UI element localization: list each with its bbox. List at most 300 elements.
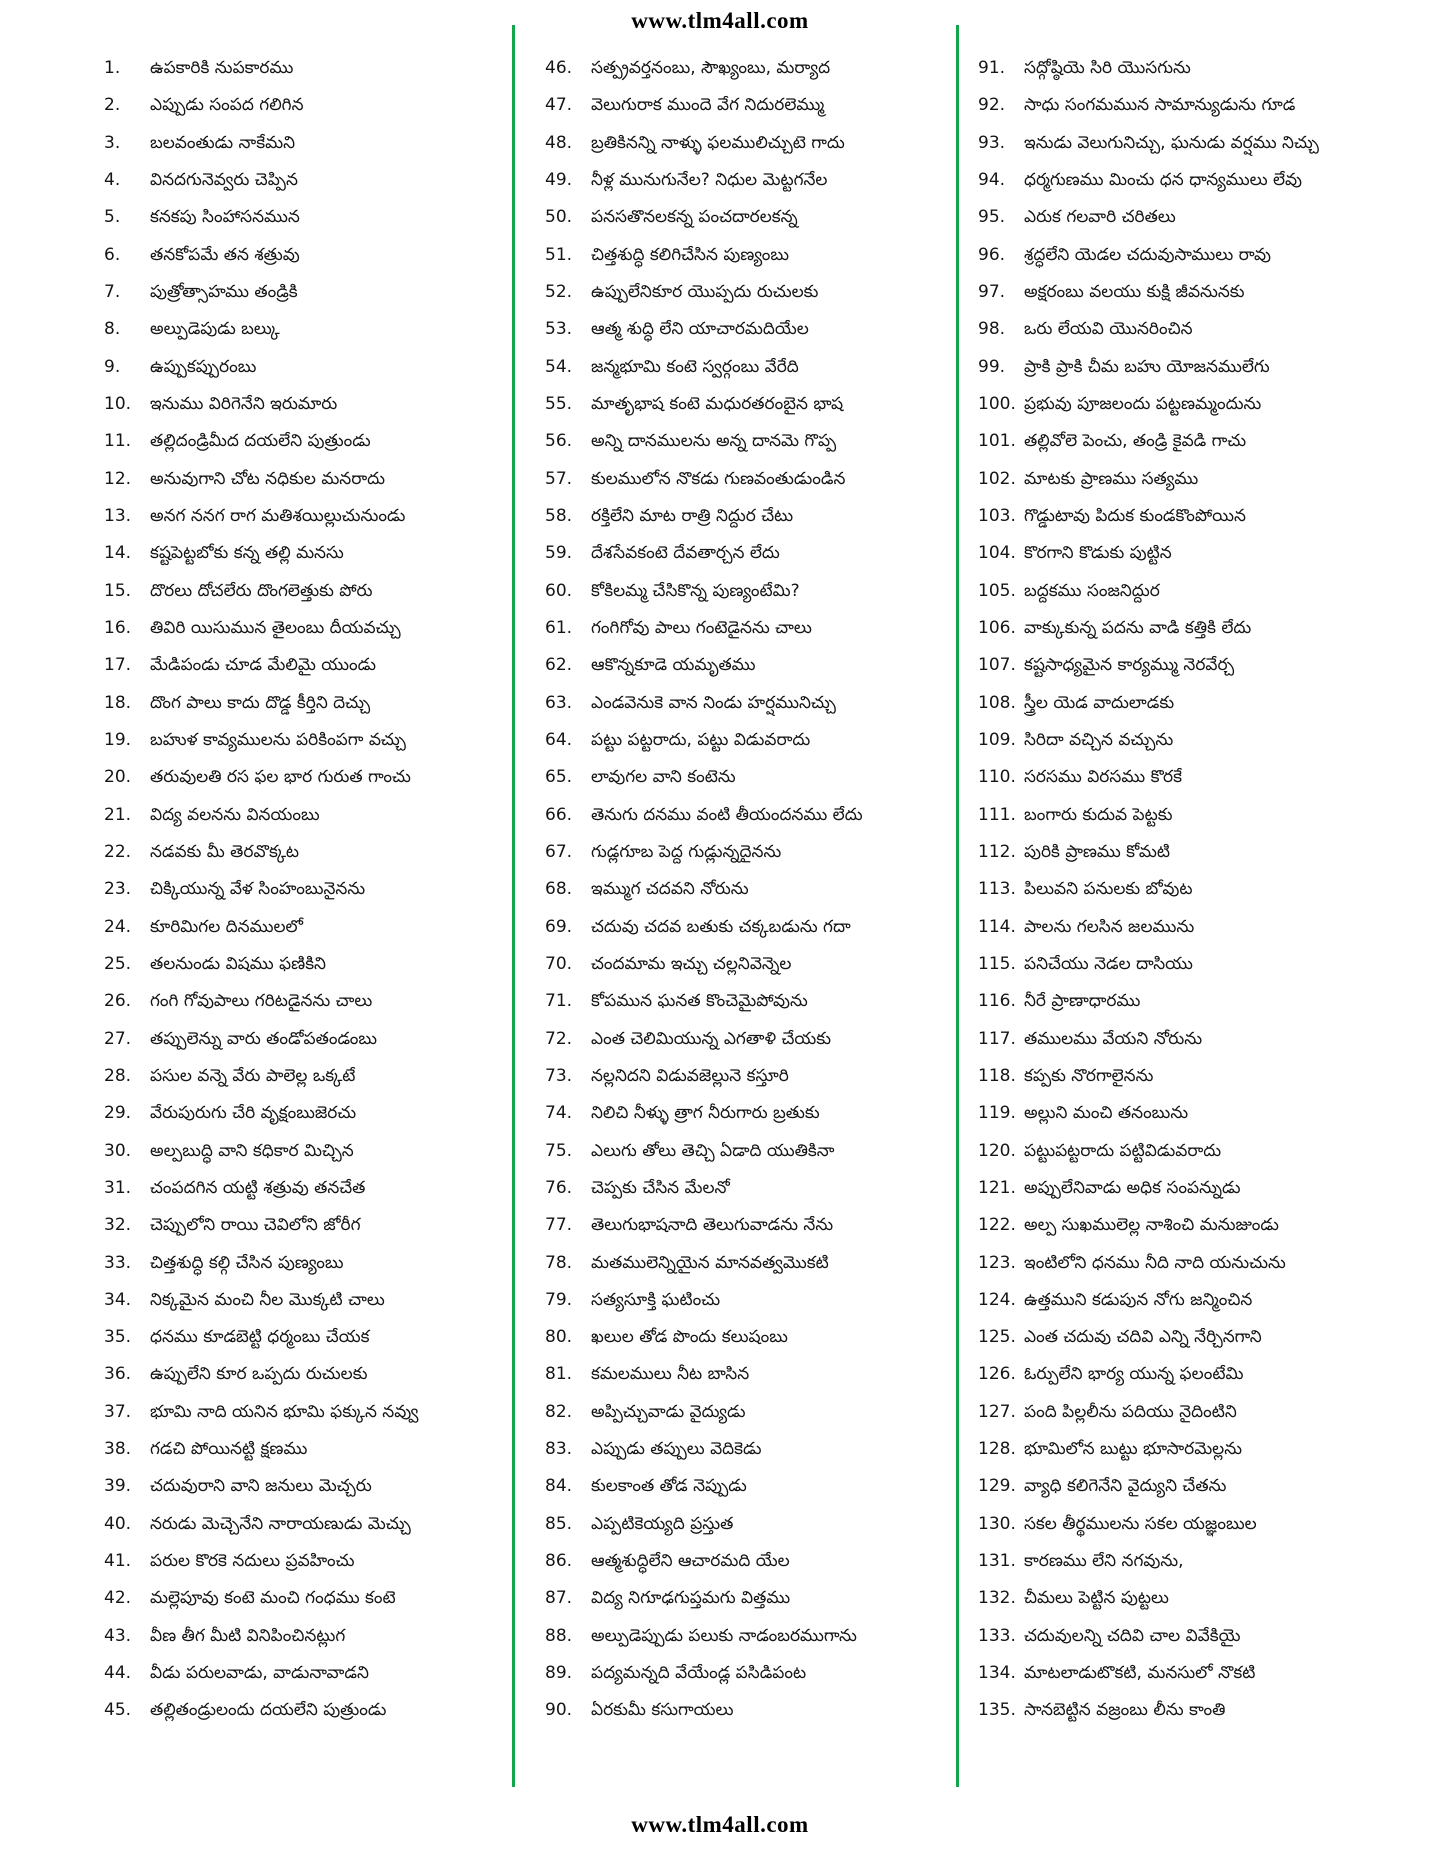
item-number: 67.: [545, 841, 573, 862]
item-text: అల్పబుద్ధి వాని కధికార మిచ్చిన: [150, 1140, 354, 1161]
item-text: వ్యాధి కలిగెనేని వైద్యుని చేతను: [1024, 1476, 1227, 1497]
list-item: [104, 653, 418, 690]
column-divider-right: [956, 25, 959, 1787]
list-item: [104, 467, 418, 504]
item-text: చిత్తశుద్ధి కల్గి చేసిన పుణ్యంబు: [150, 1252, 344, 1273]
list-item: [104, 989, 418, 1026]
list-item: [545, 1325, 863, 1362]
item-number: 110.: [978, 767, 1016, 788]
item-number: 102.: [978, 468, 1016, 489]
item-text: అప్పులేనివాడు అధిక సంపన్నుడు: [1024, 1177, 1241, 1198]
list-item: [104, 168, 418, 205]
list-item: [104, 280, 418, 317]
item-number: 62.: [545, 655, 573, 676]
item-number: 64.: [545, 729, 573, 750]
item-text: ఆకొన్నకూడె యమృతము: [591, 655, 756, 676]
list-item: [545, 205, 863, 242]
item-text: పనసతొనలకన్న పంచదారలకన్న: [591, 207, 798, 228]
list-item: [978, 616, 1319, 653]
item-text: తనకోపమే తన శత్రువు: [150, 244, 300, 265]
proverb-column-3: [978, 56, 1319, 1736]
list-item: [545, 131, 863, 168]
list-item: [104, 541, 418, 578]
list-item: [104, 915, 418, 952]
list-item: [978, 168, 1319, 205]
item-number: 106.: [978, 617, 1016, 638]
item-number: 31.: [104, 1177, 132, 1198]
list-item: [545, 1213, 863, 1250]
item-number: 113.: [978, 879, 1016, 900]
item-text: మాటకు ప్రాణము సత్యము: [1024, 468, 1199, 489]
item-number: 53.: [545, 319, 573, 340]
item-number: 12.: [104, 468, 132, 489]
list-item: [545, 56, 863, 93]
item-number: 6.: [104, 244, 121, 265]
item-text: కష్టసాధ్యమైన కార్యమ్ము నెరవేర్చ: [1024, 655, 1235, 676]
item-text: స్త్రీల యెడ వాదులాడకు: [1024, 692, 1175, 713]
item-text: జన్మభూమి కంటె స్వర్గంబు వేరేది: [591, 356, 799, 377]
item-text: నీరే ప్రాణాధారము: [1024, 991, 1141, 1012]
list-item: [104, 765, 418, 802]
item-number: 28.: [104, 1065, 132, 1086]
list-item: [545, 765, 863, 802]
item-number: 125.: [978, 1327, 1016, 1348]
list-item: [978, 653, 1319, 690]
list-item: [545, 1251, 863, 1288]
list-item: [545, 579, 863, 616]
item-text: చిక్కియున్న వేళ సింహంబునైనను: [150, 879, 366, 900]
item-text: ఆత్మశుద్ధిలేని ఆచారమది యేల: [591, 1551, 790, 1572]
list-item: [978, 579, 1319, 616]
item-text: చందమామ ఇచ్చు చల్లనివెన్నెల: [591, 953, 792, 974]
item-number: 42.: [104, 1588, 132, 1609]
item-text: అల్లుని మంచి తనంబును: [1024, 1103, 1189, 1124]
item-number: 83.: [545, 1439, 573, 1460]
list-item: [978, 1176, 1319, 1213]
list-item: [978, 205, 1319, 242]
item-text: ఎండవెనుకె వాన నిండు హర్షమునిచ్చు: [591, 692, 836, 713]
item-text: వేరుపురుగు చేరి వృక్షంబుజెరచు: [150, 1103, 357, 1124]
list-item: [104, 429, 418, 466]
item-text: గంగిగోవు పాలు గంటెడైనను చాలు: [591, 617, 812, 638]
list-item: [978, 952, 1319, 989]
item-text: తలనుండు విషము ఫణికిని: [150, 953, 326, 974]
list-item: [545, 1064, 863, 1101]
list-item: [104, 1661, 418, 1698]
list-item: [545, 467, 863, 504]
item-text: తెనుగు దనము వంటి తీయందనము లేదు: [591, 804, 863, 825]
item-text: ప్రాకి ప్రాకి చీమ బహు యోజనములేగు: [1024, 356, 1270, 377]
item-text: ఎప్పుడు సంపద గలిగిన: [150, 95, 304, 116]
list-item: [545, 541, 863, 578]
item-number: 66.: [545, 804, 573, 825]
item-number: 4.: [104, 169, 121, 190]
list-item: [104, 504, 418, 541]
item-number: 22.: [104, 841, 132, 862]
item-text: సానబెట్టిన వజ్రంబు లీను కాంతి: [1024, 1700, 1226, 1721]
item-number: 91.: [978, 58, 1006, 78]
item-text: తములము వేయని నోరును: [1024, 1028, 1203, 1049]
list-item: [545, 877, 863, 914]
item-number: 117.: [978, 1028, 1016, 1049]
item-text: బలవంతుడు నాకేమని: [150, 132, 296, 153]
item-number: 74.: [545, 1103, 573, 1124]
item-number: 48.: [545, 132, 573, 153]
list-item: [104, 1213, 418, 1250]
list-item: [104, 877, 418, 914]
item-text: దొరలు దోచలేరు దొంగలెత్తుకు పోరు: [150, 580, 373, 601]
item-text: ఎప్పటికెయ్యది ప్రస్తుత: [591, 1513, 734, 1534]
list-item: [104, 1176, 418, 1213]
item-number: 39.: [104, 1476, 132, 1497]
item-text: కోకిలమ్మ చేసికొన్న పుణ్యంటేమి?: [591, 580, 800, 601]
item-text: చంపదగిన యట్టి శత్రువు తనచేత: [150, 1177, 366, 1198]
item-number: 3.: [104, 132, 121, 153]
item-number: 108.: [978, 692, 1016, 713]
list-item: [978, 131, 1319, 168]
item-number: 133.: [978, 1625, 1016, 1646]
item-number: 30.: [104, 1140, 132, 1161]
item-text: ఏరకుమీ కసుగాయలు: [591, 1700, 734, 1721]
item-number: 111.: [978, 804, 1016, 825]
item-number: 116.: [978, 991, 1016, 1012]
item-number: 86.: [545, 1551, 573, 1572]
list-item: [104, 205, 418, 242]
item-number: 107.: [978, 655, 1016, 676]
item-text: మేడిపండు చూడ మేలిమై యుండు: [150, 655, 377, 676]
item-number: 60.: [545, 580, 573, 601]
item-text: ఎంత చెలిమియున్న ఎగతాళి చేయకు: [591, 1028, 832, 1049]
list-item: [978, 429, 1319, 466]
item-number: 69.: [545, 916, 573, 937]
list-item: [978, 1251, 1319, 1288]
item-text: సత్ప్రవర్తనంబు, సౌఖ్యంబు, మర్యాద: [591, 58, 831, 78]
list-item: [104, 1512, 418, 1549]
list-item: [104, 1288, 418, 1325]
list-item: [978, 1325, 1319, 1362]
item-number: 75.: [545, 1140, 573, 1161]
list-item: [978, 355, 1319, 392]
list-item: [978, 280, 1319, 317]
item-text: సద్గోష్ఠియె సిరి యొసగును: [1024, 58, 1191, 78]
item-number: 119.: [978, 1103, 1016, 1124]
item-text: పసుల వన్నె వేరు పాలెల్ల ఒక్కటే: [150, 1065, 356, 1086]
item-text: తల్లితండ్రులందు దయలేని పుత్రుండు: [150, 1700, 387, 1721]
list-item: [545, 504, 863, 541]
item-text: కనకపు సింహాసనమున: [150, 207, 300, 228]
item-number: 27.: [104, 1028, 132, 1049]
item-text: ఇమ్ముగ చదవని నోరును: [591, 879, 749, 900]
item-text: చీమలు పెట్టిన పుట్టలు: [1024, 1588, 1169, 1609]
list-item: [104, 93, 418, 130]
list-item: [545, 392, 863, 429]
list-item: [545, 280, 863, 317]
item-text: కప్పకు నొరగాలైనను: [1024, 1065, 1154, 1086]
item-text: కులకాంత తోడ నెప్పుడు: [591, 1476, 747, 1497]
list-item: [545, 1362, 863, 1399]
list-item: [978, 765, 1319, 802]
list-item: [104, 1325, 418, 1362]
item-text: ఒరు లేయవి యొనరించిన: [1024, 319, 1193, 340]
list-item: [104, 728, 418, 765]
item-text: వీడు పరులవాడు, వాడునావాడని: [150, 1663, 369, 1684]
item-number: 84.: [545, 1476, 573, 1497]
item-number: 36.: [104, 1364, 132, 1385]
item-number: 132.: [978, 1588, 1016, 1609]
item-number: 45.: [104, 1700, 132, 1721]
item-text: వాక్కుకున్న పదను వాడి కత్తికి లేదు: [1024, 617, 1252, 638]
item-number: 52.: [545, 281, 573, 302]
item-number: 68.: [545, 879, 573, 900]
item-text: పద్యమన్నది వేయేండ్ల పసిడిపంట: [591, 1663, 807, 1684]
item-number: 23.: [104, 879, 132, 900]
item-text: ఉత్తముని కడుపున నోగు జన్మించిన: [1024, 1289, 1253, 1310]
item-number: 59.: [545, 543, 573, 564]
item-number: 76.: [545, 1177, 573, 1198]
list-item: [978, 1624, 1319, 1661]
list-item: [978, 1474, 1319, 1511]
list-item: [545, 915, 863, 952]
item-number: 79.: [545, 1289, 573, 1310]
item-text: కోపమున ఘనత కొంచెమైపోవును: [591, 991, 808, 1012]
list-item: [104, 1437, 418, 1474]
list-item: [545, 653, 863, 690]
item-number: 35.: [104, 1327, 132, 1348]
item-text: పుత్రోత్సాహము తండ్రికి: [150, 281, 298, 302]
item-number: 101.: [978, 431, 1016, 452]
item-text: పిలువని పనులకు బోవుట: [1024, 879, 1193, 900]
list-item: [978, 392, 1319, 429]
list-item: [104, 1549, 418, 1586]
item-number: 105.: [978, 580, 1016, 601]
item-text: దేశసేవకంటె దేవతార్చన లేదు: [591, 543, 780, 564]
list-item: [978, 1661, 1319, 1698]
list-item: [978, 915, 1319, 952]
item-text: పట్టుపట్టరాదు పట్టివిడువరాదు: [1024, 1140, 1222, 1161]
list-item: [978, 989, 1319, 1026]
item-number: 33.: [104, 1252, 132, 1273]
item-number: 96.: [978, 244, 1006, 265]
list-item: [545, 1400, 863, 1437]
item-text: ఇనుడు వెలుగునిచ్చు, ఘనుడు వర్షము నిచ్చు: [1024, 132, 1319, 153]
item-number: 103.: [978, 505, 1016, 526]
item-number: 109.: [978, 729, 1016, 750]
item-number: 25.: [104, 953, 132, 974]
item-text: ఎలుగు తోలు తెచ్చి ఏడాది యుతికినా: [591, 1140, 835, 1161]
list-item: [545, 1512, 863, 1549]
item-number: 17.: [104, 655, 132, 676]
item-number: 85.: [545, 1513, 573, 1534]
list-item: [545, 1474, 863, 1511]
item-text: మల్లెపూవు కంటె మంచి గంధము కంటె: [150, 1588, 396, 1609]
item-number: 63.: [545, 692, 573, 713]
item-number: 80.: [545, 1327, 573, 1348]
list-item: [545, 93, 863, 130]
list-item: [545, 1176, 863, 1213]
item-text: పురికి ప్రాణము కోమటి: [1024, 841, 1170, 862]
item-text: పాలను గలసిన జలమును: [1024, 916, 1195, 937]
item-text: కులములోన నొకడు గుణవంతుడుండిన: [591, 468, 846, 489]
item-number: 124.: [978, 1289, 1016, 1310]
list-item: [545, 616, 863, 653]
site-footer-text: www.tlm4all.com: [631, 1812, 809, 1837]
list-item: [978, 1101, 1319, 1138]
list-item: [978, 541, 1319, 578]
item-text: పనిచేయు నెడల దాసియు: [1024, 953, 1193, 974]
item-number: 1.: [104, 58, 121, 78]
item-text: ప్రభువు పూజలందు పట్టణమ్మందును: [1024, 393, 1262, 414]
item-text: లావుగల వాని కంటెను: [591, 767, 736, 788]
item-number: 37.: [104, 1401, 132, 1422]
item-number: 65.: [545, 767, 573, 788]
item-text: కూరిమిగల దినములలో: [150, 916, 304, 937]
item-text: తల్లిదండ్రిమీద దయలేని పుత్రుండు: [150, 431, 371, 452]
item-text: తప్పులెన్ను వారు తండోపతండంబు: [150, 1028, 378, 1049]
item-number: 51.: [545, 244, 573, 265]
list-item: [104, 1474, 418, 1511]
list-item: [545, 840, 863, 877]
item-text: చెప్పకు చేసిన మేలనో: [591, 1177, 730, 1198]
item-number: 87.: [545, 1588, 573, 1609]
item-number: 114.: [978, 916, 1016, 937]
item-text: బహుళ కావ్యములను పరికింపగా వచ్చు: [150, 729, 406, 750]
list-item: [545, 317, 863, 354]
list-item: [104, 1400, 418, 1437]
list-item: [104, 616, 418, 653]
list-item: [978, 1586, 1319, 1623]
item-number: 44.: [104, 1663, 132, 1684]
item-number: 122.: [978, 1215, 1016, 1236]
item-number: 120.: [978, 1140, 1016, 1161]
item-text: నడవకు మీ తెరవొక్కట: [150, 841, 300, 862]
list-item: [545, 243, 863, 280]
item-number: 128.: [978, 1439, 1016, 1460]
item-text: కొరగాని కొడుకు పుట్టిన: [1024, 543, 1172, 564]
item-text: కమలములు నీట బాసిన: [591, 1364, 750, 1385]
list-item: [545, 1139, 863, 1176]
item-text: నిక్కమైన మంచి నీల మొక్కటి చాలు: [150, 1289, 385, 1310]
list-item: [978, 728, 1319, 765]
item-number: 98.: [978, 319, 1006, 340]
list-item: [104, 691, 418, 728]
item-number: 55.: [545, 393, 573, 414]
item-text: ఆత్మ శుద్ధి లేని యాచారమదియేల: [591, 319, 809, 340]
item-number: 8.: [104, 319, 121, 340]
item-number: 10.: [104, 393, 132, 414]
item-number: 32.: [104, 1215, 132, 1236]
item-text: ఇనుము విరిగెనేని ఇరుమారు: [150, 393, 338, 414]
item-text: కారణము లేని నగవును,: [1024, 1551, 1184, 1572]
item-number: 82.: [545, 1401, 573, 1422]
list-item: [978, 691, 1319, 728]
list-item: [545, 1549, 863, 1586]
list-item: [545, 1101, 863, 1138]
item-text: నల్లనిదని విడువజెల్లునె కస్తూరి: [591, 1065, 789, 1086]
item-text: చెప్పులోని రాయి చెవిలోని జోరీగ: [150, 1215, 361, 1236]
item-text: కష్టపెట్టబోకు కన్న తల్లి మనసు: [150, 543, 344, 564]
item-text: భూమి నాది యనిన భూమి ఫక్కున నవ్వు: [150, 1401, 419, 1422]
item-text: మాతృభాష కంటె మధురతరంబైన భాష: [591, 393, 844, 414]
list-item: [545, 1698, 863, 1735]
item-number: 34.: [104, 1289, 132, 1310]
item-number: 123.: [978, 1252, 1016, 1273]
item-text: అల్ప సుఖములెల్ల నాశించి మనుజుండు: [1024, 1215, 1279, 1236]
item-number: 56.: [545, 431, 573, 452]
item-text: అప్పిచ్చువాడు వైద్యుడు: [591, 1401, 746, 1422]
list-item: [978, 1027, 1319, 1064]
item-text: సాధు సంగమమున సామాన్యుడును గూడ: [1024, 95, 1296, 116]
list-item: [545, 168, 863, 205]
item-number: 40.: [104, 1513, 132, 1534]
item-text: ఉప్పుకప్పురంబు: [150, 356, 257, 377]
site-header-text: www.tlm4all.com: [631, 8, 809, 33]
item-number: 129.: [978, 1476, 1016, 1497]
list-item: [545, 1624, 863, 1661]
item-number: 90.: [545, 1700, 573, 1721]
list-item: [104, 392, 418, 429]
item-text: ధర్మగుణము మించు ధన ధాన్యములు లేవు: [1024, 169, 1303, 190]
item-text: అల్పుడెపుడు బల్కు: [150, 319, 280, 340]
item-text: విద్య నిగూఢగుప్తమగు విత్తము: [591, 1588, 791, 1609]
item-text: విద్య వలనను వినయంబు: [150, 804, 320, 825]
list-item: [545, 952, 863, 989]
item-number: 78.: [545, 1252, 573, 1273]
item-number: 71.: [545, 991, 573, 1012]
item-text: పంది పిల్లలీను పదియు నైదింటిని: [1024, 1401, 1237, 1422]
item-number: 130.: [978, 1513, 1016, 1534]
list-item: [104, 952, 418, 989]
item-text: పట్టు పట్టరాదు, పట్టు విడువరాదు: [591, 729, 811, 750]
list-item: [978, 1362, 1319, 1399]
list-item: [978, 1698, 1319, 1735]
item-text: భూమిలోన బుట్టు భూసారమెల్లను: [1024, 1439, 1243, 1460]
item-number: 9.: [104, 356, 121, 377]
item-text: తల్లివోలె పెంచు, తండ్రి కైవడి గాచు: [1024, 431, 1247, 452]
list-item: [978, 243, 1319, 280]
list-item: [545, 355, 863, 392]
item-number: 43.: [104, 1625, 132, 1646]
item-number: 49.: [545, 169, 573, 190]
list-item: [545, 1661, 863, 1698]
item-text: ఎరుక గలవారి చరితలు: [1024, 207, 1176, 228]
item-text: బద్దకము సంజనిద్దుర: [1024, 580, 1160, 601]
item-number: 14.: [104, 543, 132, 564]
list-item: [545, 1586, 863, 1623]
list-item: [104, 1362, 418, 1399]
item-number: 88.: [545, 1625, 573, 1646]
item-number: 58.: [545, 505, 573, 526]
item-number: 47.: [545, 95, 573, 116]
item-text: సిరిదా వచ్చిన వచ్చును: [1024, 729, 1174, 750]
item-text: శ్రద్ధలేని యెడల చదువుసాములు రావు: [1024, 244, 1271, 265]
item-text: ఉప్పులేనికూర యొప్పదు రుచులకు: [591, 281, 819, 302]
item-number: 41.: [104, 1551, 132, 1572]
list-item: [104, 803, 418, 840]
list-item: [104, 1624, 418, 1661]
item-text: అనగ ననగ రాగ మతిశయిల్లుచునుండు: [150, 505, 406, 526]
item-text: ఎప్పుడు తప్పులు వెదికెడు: [591, 1439, 762, 1460]
item-number: 93.: [978, 132, 1006, 153]
item-text: అనువుగాని చోట నధికుల మనరాదు: [150, 468, 386, 489]
item-text: గంగి గోవుపాలు గరిటడైనను చాలు: [150, 991, 373, 1012]
item-number: 72.: [545, 1028, 573, 1049]
list-item: [104, 1027, 418, 1064]
list-item: [978, 56, 1319, 93]
item-number: 95.: [978, 207, 1006, 228]
item-text: సత్యసూక్తి ఘటించు: [591, 1289, 721, 1310]
list-item: [978, 840, 1319, 877]
proverb-column-1: [104, 56, 418, 1736]
